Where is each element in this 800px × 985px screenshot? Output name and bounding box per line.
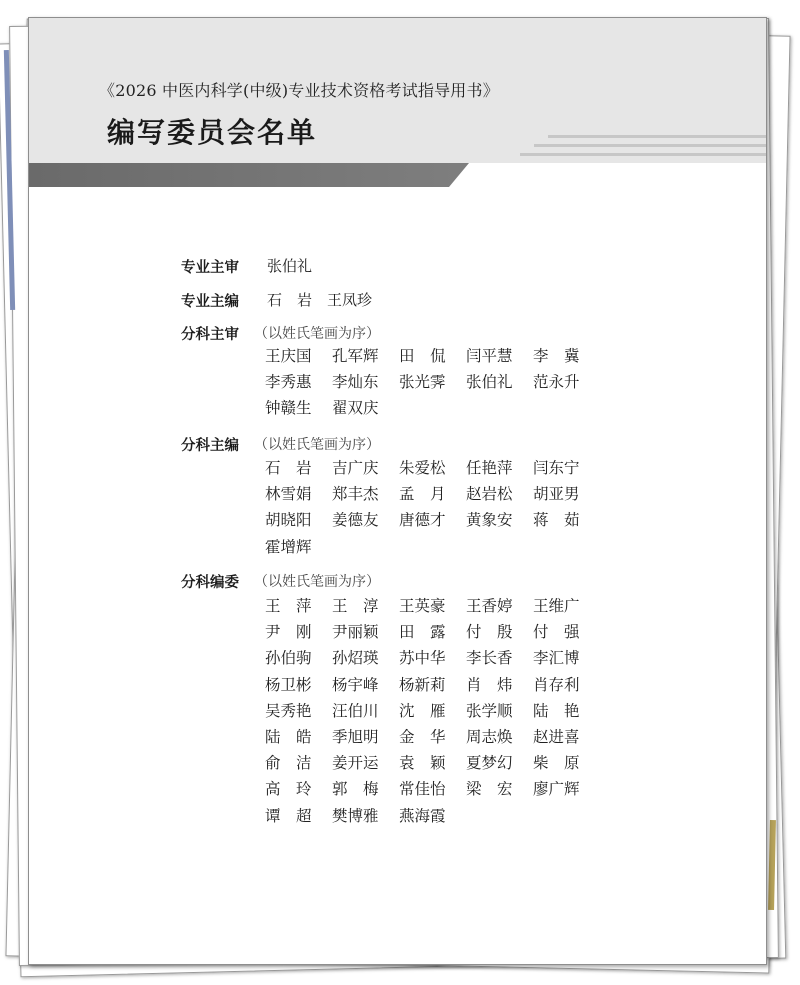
person-name: 吉广庆 — [332, 459, 379, 477]
person-name: 尹丽颖 — [332, 623, 379, 642]
person-name: 姜德友 — [332, 511, 379, 530]
person-name: 胡亚男 — [533, 485, 580, 504]
person-name: 唐德才 — [399, 511, 446, 530]
person-name: 王 萍 — [265, 597, 312, 615]
sub-committee-list — [265, 594, 600, 830]
chief-editor-label: 专业主编 — [181, 294, 239, 310]
person-name: 柴 原 — [533, 754, 580, 773]
book-subtitle: 《2026 中医内科学(中级)专业技术资格考试指导用书》 — [99, 81, 499, 100]
person-name: 田 侃 — [399, 347, 446, 365]
sub-reviewers-note: （以姓氏笔画为序） — [254, 326, 380, 342]
person-name: 沈 雁 — [399, 701, 446, 720]
person-name: 李 冀 — [533, 347, 580, 365]
person-name: 周志焕 — [466, 727, 513, 746]
person-name: 常佳怡 — [399, 780, 446, 799]
person-name: 钟赣生 — [265, 399, 312, 418]
person-name: 谭 超 — [265, 806, 312, 825]
person-name: 孟 月 — [399, 485, 446, 504]
person-name: 苏中华 — [399, 649, 446, 668]
person-name: 闫东宁 — [533, 459, 580, 477]
person-name: 尹 刚 — [265, 623, 312, 642]
header-band — [29, 18, 766, 163]
person-name: 樊博雅 — [332, 806, 379, 825]
person-name: 王 淳 — [332, 597, 379, 615]
person-name: 梁 宏 — [466, 780, 513, 799]
person-name: 李长香 — [466, 649, 513, 668]
decorative-stripe — [534, 144, 766, 147]
person-name: 张光霁 — [399, 373, 446, 392]
person-name: 陆 艳 — [533, 701, 580, 720]
person-name: 姜开运 — [332, 754, 379, 773]
person-name: 张伯礼 — [466, 373, 513, 392]
sub-editors-list — [265, 456, 600, 561]
person-name: 李灿东 — [332, 373, 379, 392]
person-name: 赵进喜 — [533, 727, 580, 746]
person-name: 杨宇峰 — [332, 675, 379, 694]
sub-editors-note: （以姓氏笔画为序） — [254, 437, 380, 453]
person-name: 赵岩松 — [466, 485, 513, 504]
person-name: 霍增辉 — [265, 537, 312, 556]
chief-editor-names: 石 岩 王凤珍 — [267, 291, 373, 309]
person-name: 王香婷 — [466, 597, 513, 615]
sub-editors-label: 分科主编 — [181, 438, 239, 454]
person-name: 夏梦幻 — [466, 754, 513, 773]
person-name: 肖存利 — [533, 675, 580, 694]
person-name: 廖广辉 — [533, 780, 580, 799]
person-name: 王维广 — [533, 597, 580, 615]
person-name: 蒋 茹 — [533, 511, 580, 530]
person-name: 王庆国 — [265, 347, 312, 365]
person-name: 金 华 — [399, 727, 446, 746]
person-name: 孙炤瑛 — [332, 649, 379, 668]
person-name: 林雪娟 — [265, 485, 312, 504]
person-name: 范永升 — [533, 373, 580, 392]
person-name: 翟双庆 — [332, 399, 379, 418]
person-name: 肖 炜 — [466, 675, 513, 694]
person-name: 季旭明 — [332, 727, 379, 746]
person-name: 王英豪 — [399, 597, 446, 615]
person-name: 袁 颖 — [399, 754, 446, 773]
person-name: 胡晓阳 — [265, 511, 312, 530]
person-name: 燕海霞 — [399, 806, 446, 825]
person-name: 石 岩 — [265, 459, 312, 477]
person-name: 杨新莉 — [399, 675, 446, 694]
person-name: 黄象安 — [466, 511, 513, 530]
decorative-stripe — [548, 135, 766, 138]
chief-reviewer-label: 专业主审 — [181, 260, 239, 276]
sub-committee-label: 分科编委 — [181, 575, 239, 591]
person-name: 田 露 — [399, 623, 446, 642]
person-name: 汪伯川 — [332, 701, 379, 720]
sub-committee-note: （以姓氏笔画为序） — [254, 574, 380, 590]
header-accent-bar — [29, 163, 766, 187]
person-name: 李汇博 — [533, 649, 580, 668]
page-title: 编写委员会名单 — [107, 116, 318, 149]
person-name: 任艳萍 — [466, 459, 513, 477]
person-name: 李秀惠 — [265, 373, 312, 392]
person-name: 闫平慧 — [466, 347, 513, 365]
sub-reviewers-list — [265, 344, 600, 423]
person-name: 吴秀艳 — [265, 701, 312, 720]
sub-reviewers-label: 分科主审 — [181, 327, 239, 343]
person-name: 孙伯驹 — [265, 649, 312, 668]
person-name: 杨卫彬 — [265, 675, 312, 694]
person-name: 俞 洁 — [265, 754, 312, 773]
person-name: 郑丰杰 — [332, 485, 379, 504]
chief-reviewer-name: 张伯礼 — [267, 257, 313, 275]
person-name: 高 玲 — [265, 780, 312, 799]
person-name: 朱爱松 — [399, 459, 446, 477]
person-name: 郭 梅 — [332, 780, 379, 799]
person-name: 孔军辉 — [332, 347, 379, 365]
person-name: 付 殷 — [466, 623, 513, 642]
person-name: 张学顺 — [466, 701, 513, 720]
person-name: 付 强 — [533, 623, 580, 642]
document-page — [28, 17, 767, 965]
decorative-stripe — [520, 153, 766, 156]
person-name: 陆 皓 — [265, 727, 312, 746]
